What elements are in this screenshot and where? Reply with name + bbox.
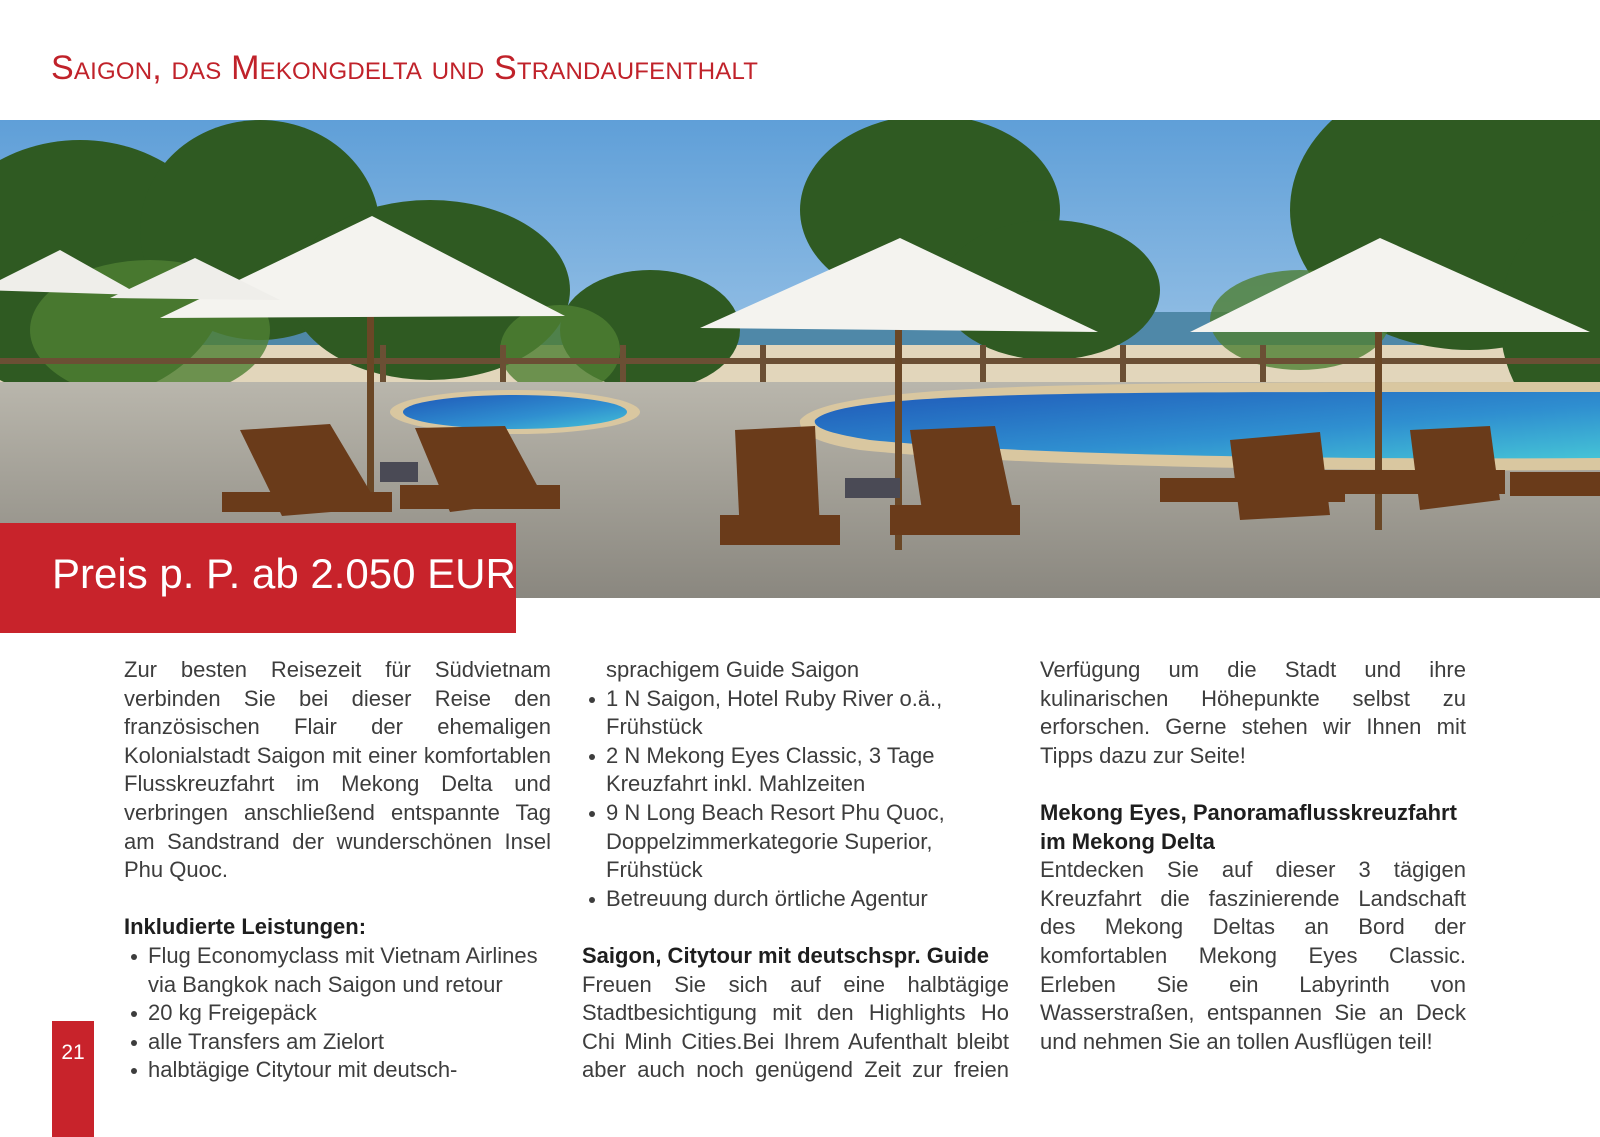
price-banner [0,523,516,633]
text-column-2 [582,656,1009,1085]
list-item: 9 N Long Beach Resort Phu Quoc, Doppelzimmerkategorie Superior, Frühstück [582,799,1009,885]
page-number-tab [52,1021,94,1137]
services-list-continued [582,685,1009,914]
list-item-continuation: sprachigem Guide Saigon [606,657,860,682]
page-number: 21 [61,1041,85,1064]
list-item: Flug Economyclass mit Vietnam Airlines via Bangkok nach Saigon und retour [124,942,551,999]
services-list [124,942,551,1085]
citytour-paragraph: Freuen Sie sich auf eine halbtägige Stadtbesichtigung mit den Highlights Ho Chi Minh Cities.Bei Ihrem Aufenthalt bleibt aber auch noch genügend Zeit zur freien [582,971,1009,1083]
page-title: Saigon, das Mekongdelta und Strandaufenthalt [51,49,759,87]
intro-paragraph: Zur besten Reisezeit für Südvietnam verbinden Sie bei dieser Reise den französischen Flair der ehemaligen Kolonialstadt Saigon mit einer komfortablen Flusskreuzfahrt im Mekong Delta und verbringen anschließend entspannte Tag am Sandstrand der wunderschönen Insel Phu Quoc. [124,657,551,883]
list-item: 20 kg Freigepäck [124,999,551,1028]
citytour-paragraph-continued: Verfügung um die Stadt und ihre kulinarischen Höhepunkte selbst zu erforschen. Gerne stehen wir Ihnen mit Tipps dazu zur Seite! [1040,657,1466,768]
services-heading: Inkludierte Leistungen: [124,914,367,940]
price-label: Preis p. P. ab 2.050 EUR [52,550,516,597]
list-item: halbtägige Citytour mit deutsch- [124,1056,551,1085]
list-item: alle Transfers am Zielort [124,1028,551,1057]
text-column-3 [1040,656,1466,1056]
list-item: Betreuung durch örtliche Agentur [582,885,1009,914]
cruise-paragraph: Entdecken Sie auf dieser 3 tägigen Kreuzfahrt die faszinierende Landschaft des Mekong Deltas an Bord der komfortablen Mekong Eyes Classic. Erleben Sie ein Labyrinth von Wasserstraßen, entspannen Sie an Deck und nehmen Sie an tollen Ausflügen teil! [1040,857,1466,1054]
citytour-heading: Saigon, Citytour mit deutschspr. Guide [582,942,990,968]
cruise-heading: Mekong Eyes, Panoramaflusskreuzfahrt im Mekong Delta [1040,799,1457,854]
list-item: 1 N Saigon, Hotel Ruby River o.ä., Frühstück [582,685,1009,742]
text-column-1 [124,656,551,1085]
list-item: 2 N Mekong Eyes Classic, 3 Tage Kreuzfahrt inkl. Mahlzeiten [582,742,1009,799]
